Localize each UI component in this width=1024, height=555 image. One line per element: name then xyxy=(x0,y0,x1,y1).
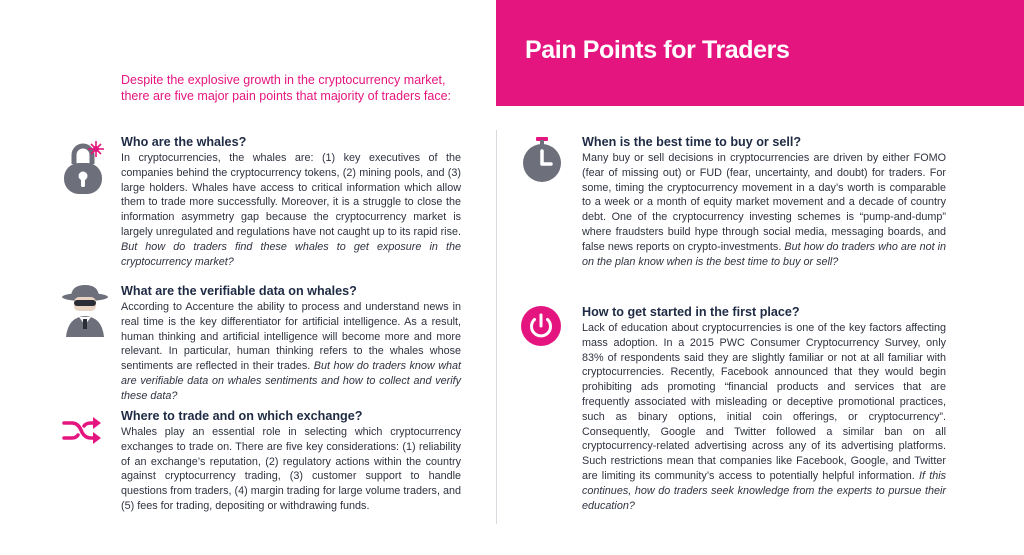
padlock-icon xyxy=(60,138,106,196)
power-icon xyxy=(521,306,561,346)
section-body: Many buy or sell decisions in cryptocurrencies are driven by either FOMO (fear of missing out) or FUD (fear, uncertainty, and doubt) for traders. For some, timing the cryptocurrency movement in a day’s worth is comparable to a week or a month of equity market movement and a decade of country debt. One of the cryptocurrency investing schemes is “pump-and-dump” where fraudsters build hype through social media, messaging boards, and false news reports on crypto-investments. But how do traders who are not in on the plan know when is the best time to buy or sell? xyxy=(582,152,947,268)
section-question: But how do traders find these whales to get exposure in the cryptocurrency market? xyxy=(121,240,461,268)
header-banner xyxy=(496,0,1024,106)
section-getting-started xyxy=(582,305,946,513)
section-title: How to get started in the first place? xyxy=(582,305,800,319)
intro-text: Despite the explosive growth in the cryptocurrency market, there are five major pain points that majority of traders face: xyxy=(121,73,452,103)
column-divider xyxy=(496,130,497,524)
section-exchange xyxy=(121,409,461,514)
section-body: In cryptocurrencies, the whales are: (1) key executives of the companies behind the cryptocurrency tokens, (2) mining pools, and (3) large holders. Whales have access to critical information which allow them to trade more successfully. Moreover, it is a struggle to close the information asymmetry gap because the cryptocurrency market is largely unregulated and regulations have not caught up to its rapid rise. But how do traders find these whales to get exposure in the cryptocurrency market? xyxy=(121,152,461,268)
shuffle-icon xyxy=(62,416,102,446)
spy-icon xyxy=(60,283,110,337)
section-question: If this continues, how do traders seek knowledge from the experts to pursue their education? xyxy=(582,469,947,512)
stopwatch-icon xyxy=(522,137,562,183)
section-question: But how do traders who are not in on the plan know when is the best time to buy or sell? xyxy=(582,240,947,268)
section-title: Where to trade and on which exchange? xyxy=(121,409,363,423)
section-question: But how do traders know what are verifiable data on whales sentiments and how to collect and verify these data? xyxy=(121,360,462,402)
section-title: What are the verifiable data on whales? xyxy=(121,284,357,298)
section-timing xyxy=(582,135,946,269)
section-body: Whales play an essential role in selecting which cryptocurrency exchanges to trade on. There are five key considerations: (1) reliability of an exchange’s reputation, (2) regulatory actions within the country against cryptocurrency trading, (3) customer support to handle questions from traders, (4) margin trading for large volume traders, and (5) fees for trading, depositing or withdrawing funds. xyxy=(121,426,461,512)
section-body: Lack of education about cryptocurrencies is one of the key factors affecting mass adoption. In a 2015 PWC Consumer Cryptocurrency Survey, only 83% of respondents said they are slightly familiar or not at all familiar with cryptocurrencies. Recently, Facebook announced that they would begin prohibiting ads promoting “financial products and services that are frequently associated with misleading or deceptive promotional practices, such as binary options, initial coin offerings, or cryptocurrency”. Consequently, Google and Twitter followed a similar ban on all cryptocurrency-related advertising across any of its advertising platforms. Such restrictions mean that companies like Facebook, Google, and Twitter are limiting its community’s access to potentially helpful information. If this continues, how do traders seek knowledge from the experts to pursue their education? xyxy=(582,322,947,512)
section-title: When is the best time to buy or sell? xyxy=(582,135,802,149)
section-verifiable-data xyxy=(121,284,461,404)
section-title: Who are the whales? xyxy=(121,135,247,149)
section-whales xyxy=(121,135,461,269)
page-title: Pain Points for Traders xyxy=(525,36,790,64)
section-body: According to Accenture the ability to process and understand news in real time is the key differentiator for artificial intelligence. As a result, human thinking and artificial intelligence will become more and more relevant. In particular, human thinking refers to the whales whose sentiments are reflected in their trades. But how do traders know what are verifiable data on whales sentiments and how to collect and verify these data? xyxy=(121,301,462,402)
